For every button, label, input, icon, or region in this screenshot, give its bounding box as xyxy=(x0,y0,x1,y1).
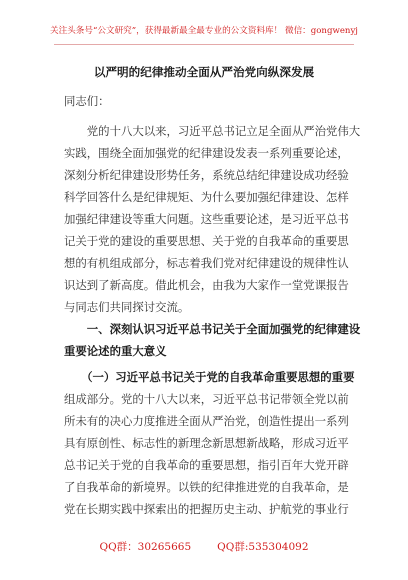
body-line: 党的十八大以来，习近平总书记立足全面从严治党伟大 xyxy=(64,124,361,138)
subsection-heading: （一）习近平总书记关于党的自我革命重要思想的重要 xyxy=(64,370,355,384)
footer-contacts xyxy=(0,539,408,557)
body-line: 加强纪律建设等重大问题。这些重要论述，是习近平总书 xyxy=(64,212,349,226)
footer-qq-group-2[interactable]: QQ群:535304092 xyxy=(217,541,309,553)
body-line: 深刻分析纪律建设形势任务，系统总结纪律建设成功经验 xyxy=(64,168,349,182)
section-heading: 重要论述的重大意义 xyxy=(64,344,167,358)
body-line: 组成部分。党的十八大以来，习近平总书记带领全党以前 xyxy=(64,392,349,406)
body-line: 党在长期实践中探索出的把握历史主动、护航党的事业行 xyxy=(64,502,349,516)
header-banner-text: 关注头条号“公文研究”，获得最新最全最专业的公文资料库！ 微信：gongwenyj xyxy=(50,26,358,36)
document-title: 以严明的纪律推动全面从严治党向纵深发展 xyxy=(93,65,315,79)
body-line: 同志们： xyxy=(64,94,110,108)
body-line: 具有原创性、标志性的新理念新思想新战略，形成习近平 xyxy=(64,436,349,450)
footer-qq-group-1[interactable]: QQ群：30265665 xyxy=(99,541,192,553)
body-line: 与同志们共同探讨交流。 xyxy=(64,300,190,314)
body-line: 实践，围绕全面加强党的纪律建设发表一系列重要论述， xyxy=(64,146,349,160)
body-line: 记关于党的建设的重要思想、关于党的自我革命的重要思 xyxy=(64,234,349,248)
body-line: 识达到了新高度。借此机会，由我为大家作一堂党课报告 xyxy=(64,278,349,292)
header-divider xyxy=(54,44,354,45)
section-heading: 一、深刻认识习近平总书记关于全面加强党的纪律建设 xyxy=(64,322,361,336)
body-line: 所未有的决心力度推进全面从严治党，创造性提出一系列 xyxy=(64,414,349,428)
body-line: 想的有机组成部分，标志着我们党对纪律建设的规律性认 xyxy=(64,256,349,270)
body-line: 总书记关于党的自我革命的重要思想，指引百年大党开辟 xyxy=(64,458,349,472)
header-banner xyxy=(0,0,408,56)
body-line: 了自我革命的新境界。以铁的纪律推进党的自我革命，是 xyxy=(64,480,349,494)
body-line: 科学回答什么是纪律规矩、为什么要加强纪律建设、怎样 xyxy=(64,190,349,204)
